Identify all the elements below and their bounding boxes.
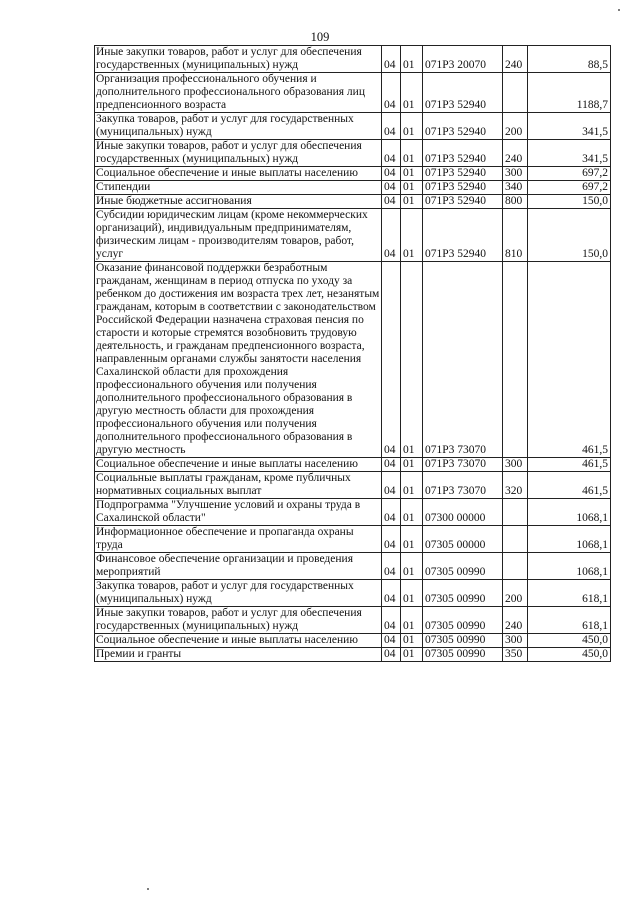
- row-expense-type: 800: [503, 195, 528, 209]
- row-target-code: 071Р3 73070: [423, 472, 503, 499]
- row-expense-type: [503, 499, 528, 526]
- row-section: 04: [382, 634, 401, 648]
- row-subsection: 01: [401, 46, 423, 73]
- row-section: 04: [382, 499, 401, 526]
- budget-table: [94, 45, 611, 662]
- row-expense-type: 300: [503, 458, 528, 472]
- row-expense-type: 240: [503, 140, 528, 167]
- row-amount: 150,0: [528, 195, 611, 209]
- row-section: 04: [382, 553, 401, 580]
- table-row: [95, 209, 611, 262]
- row-name: Оказание финансовой поддержки безработным гражданам, женщинам в период отпуска по уходу за ребенком до достижения им возраста трех лет, незанятым гражданам, которым в соответствии с законодательством Российской Федерации назначена страховая пенсия по старости и которые стремятся возобновить трудовую деятельность, и гражданам предпенсионного возраста, направленным органами службы занятости населения Сахалинской области для прохождения профессионального обучения или получения дополнительного профессионального образования в другую местность области для прохождения профессионального обучения или получения дополнительного профессионального образования в другую местность: [95, 262, 382, 458]
- table-row: [95, 167, 611, 181]
- row-subsection: 01: [401, 113, 423, 140]
- row-subsection: 01: [401, 195, 423, 209]
- row-target-code: 071Р3 73070: [423, 262, 503, 458]
- row-amount: 1068,1: [528, 499, 611, 526]
- row-expense-type: 810: [503, 209, 528, 262]
- row-name: Иные закупки товаров, работ и услуг для обеспечения государственных (муниципальных) нужд: [95, 140, 382, 167]
- row-target-code: 07305 00990: [423, 634, 503, 648]
- row-name: Иные бюджетные ассигнования: [95, 195, 382, 209]
- row-name: Закупка товаров, работ и услуг для государственных (муниципальных) нужд: [95, 113, 382, 140]
- row-name: Социальное обеспечение и иные выплаты населению: [95, 634, 382, 648]
- row-target-code: 071Р3 52940: [423, 181, 503, 195]
- row-amount: 618,1: [528, 607, 611, 634]
- row-name: Социальное обеспечение и иные выплаты населению: [95, 458, 382, 472]
- row-name: Организация профессионального обучения и дополнительного профессионального образования лиц предпенсионного возраста: [95, 73, 382, 113]
- row-section: 04: [382, 140, 401, 167]
- row-expense-type: 300: [503, 167, 528, 181]
- table-row: [95, 140, 611, 167]
- row-target-code: 071Р3 52940: [423, 195, 503, 209]
- row-subsection: 01: [401, 140, 423, 167]
- row-target-code: 071Р3 52940: [423, 73, 503, 113]
- row-section: 04: [382, 580, 401, 607]
- row-target-code: 071Р3 20070: [423, 46, 503, 73]
- table-row: [95, 553, 611, 580]
- row-section: 04: [382, 73, 401, 113]
- row-expense-type: 300: [503, 634, 528, 648]
- table-row: [95, 46, 611, 73]
- table-row: [95, 113, 611, 140]
- row-name: Информационное обеспечение и пропаганда охраны труда: [95, 526, 382, 553]
- row-expense-type: [503, 262, 528, 458]
- row-name: Закупка товаров, работ и услуг для государственных (муниципальных) нужд: [95, 580, 382, 607]
- row-section: 04: [382, 167, 401, 181]
- table-row: [95, 634, 611, 648]
- row-subsection: 01: [401, 181, 423, 195]
- row-subsection: 01: [401, 262, 423, 458]
- row-subsection: 01: [401, 458, 423, 472]
- row-target-code: 07300 00000: [423, 499, 503, 526]
- page-number: 109: [310, 30, 330, 44]
- row-section: 04: [382, 472, 401, 499]
- table-row: [95, 458, 611, 472]
- row-subsection: 01: [401, 167, 423, 181]
- row-expense-type: [503, 73, 528, 113]
- table-row: [95, 262, 611, 458]
- row-name: Иные закупки товаров, работ и услуг для обеспечения государственных (муниципальных) нужд: [95, 607, 382, 634]
- row-amount: 341,5: [528, 113, 611, 140]
- row-section: 04: [382, 648, 401, 662]
- table-row: [95, 73, 611, 113]
- row-amount: 461,5: [528, 262, 611, 458]
- row-amount: 697,2: [528, 181, 611, 195]
- table-row: [95, 472, 611, 499]
- row-name: Подпрограмма "Улучшение условий и охраны труда в Сахалинской области": [95, 499, 382, 526]
- row-section: 04: [382, 195, 401, 209]
- row-name: Стипендии: [95, 181, 382, 195]
- row-section: 04: [382, 607, 401, 634]
- row-section: 04: [382, 181, 401, 195]
- row-subsection: 01: [401, 472, 423, 499]
- row-amount: 341,5: [528, 140, 611, 167]
- row-target-code: 07305 00990: [423, 648, 503, 662]
- row-expense-type: 340: [503, 181, 528, 195]
- row-name: Премии и гранты: [95, 648, 382, 662]
- row-subsection: 01: [401, 526, 423, 553]
- row-name: Субсидии юридическим лицам (кроме некоммерческих организаций), индивидуальным предпринимателям, физическим лицам - производителям товаров, работ, услуг: [95, 209, 382, 262]
- row-subsection: 01: [401, 209, 423, 262]
- row-amount: 1188,7: [528, 73, 611, 113]
- row-expense-type: 350: [503, 648, 528, 662]
- row-expense-type: [503, 526, 528, 553]
- row-expense-type: 200: [503, 113, 528, 140]
- row-section: 04: [382, 458, 401, 472]
- row-target-code: 07305 00000: [423, 526, 503, 553]
- row-expense-type: 320: [503, 472, 528, 499]
- row-section: 04: [382, 209, 401, 262]
- row-amount: 618,1: [528, 580, 611, 607]
- row-amount: 461,5: [528, 472, 611, 499]
- row-amount: 88,5: [528, 46, 611, 73]
- row-subsection: 01: [401, 648, 423, 662]
- row-subsection: 01: [401, 634, 423, 648]
- row-subsection: 01: [401, 607, 423, 634]
- table-row: [95, 648, 611, 662]
- row-target-code: 07305 00990: [423, 553, 503, 580]
- row-amount: 150,0: [528, 209, 611, 262]
- row-subsection: 01: [401, 73, 423, 113]
- row-amount: 450,0: [528, 648, 611, 662]
- row-expense-type: 200: [503, 580, 528, 607]
- scan-speck: [147, 888, 149, 890]
- row-target-code: 07305 00990: [423, 580, 503, 607]
- row-target-code: 071Р3 52940: [423, 167, 503, 181]
- table-row: [95, 181, 611, 195]
- row-target-code: 071Р3 52940: [423, 113, 503, 140]
- row-name: Социальное обеспечение и иные выплаты населению: [95, 167, 382, 181]
- table-row: [95, 499, 611, 526]
- table-row: [95, 526, 611, 553]
- row-amount: 461,5: [528, 458, 611, 472]
- row-section: 04: [382, 113, 401, 140]
- row-expense-type: 240: [503, 46, 528, 73]
- row-target-code: 071Р3 52940: [423, 140, 503, 167]
- table-body: [95, 46, 611, 662]
- row-target-code: 071Р3 52940: [423, 209, 503, 262]
- row-target-code: 07305 00990: [423, 607, 503, 634]
- row-section: 04: [382, 46, 401, 73]
- row-expense-type: 240: [503, 607, 528, 634]
- row-target-code: 071Р3 73070: [423, 458, 503, 472]
- row-subsection: 01: [401, 499, 423, 526]
- table-row: [95, 607, 611, 634]
- row-section: 04: [382, 526, 401, 553]
- row-subsection: 01: [401, 553, 423, 580]
- table-row: [95, 195, 611, 209]
- row-expense-type: [503, 553, 528, 580]
- row-name: Социальные выплаты гражданам, кроме публичных нормативных социальных выплат: [95, 472, 382, 499]
- row-amount: 697,2: [528, 167, 611, 181]
- row-name: Финансовое обеспечение организации и проведения мероприятий: [95, 553, 382, 580]
- row-section: 04: [382, 262, 401, 458]
- scan-speck: [618, 9, 620, 11]
- row-name: Иные закупки товаров, работ и услуг для обеспечения государственных (муниципальных) нужд: [95, 46, 382, 73]
- row-amount: 1068,1: [528, 553, 611, 580]
- row-subsection: 01: [401, 580, 423, 607]
- table-row: [95, 580, 611, 607]
- row-amount: 1068,1: [528, 526, 611, 553]
- row-amount: 450,0: [528, 634, 611, 648]
